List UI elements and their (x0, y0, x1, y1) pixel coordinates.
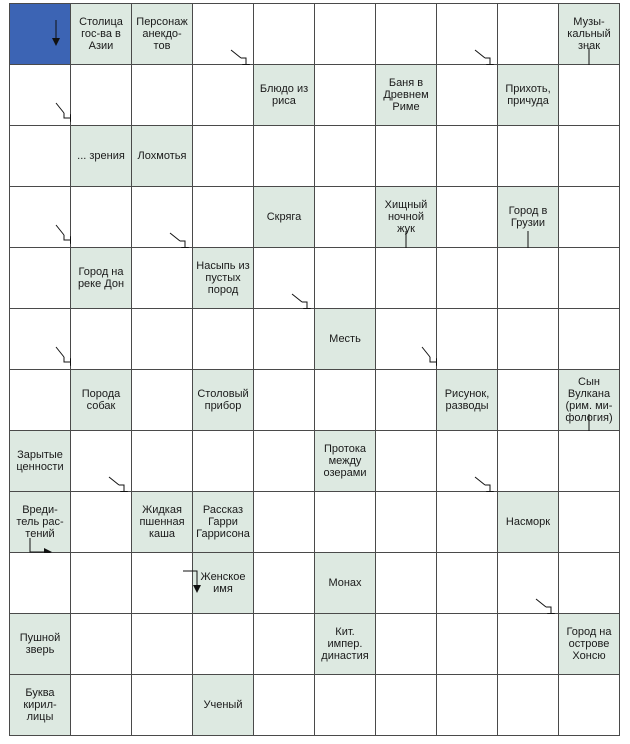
answer-cell[interactable] (71, 431, 132, 492)
clue-cell (437, 370, 498, 431)
clue-cell (376, 187, 437, 248)
clue-cell (254, 187, 315, 248)
answer-cell[interactable] (498, 248, 559, 309)
clue-cell (376, 65, 437, 126)
answer-cell[interactable] (132, 187, 193, 248)
answer-cell[interactable] (254, 614, 315, 675)
answer-cell[interactable] (10, 126, 71, 187)
answer-cell[interactable] (376, 675, 437, 736)
clue-cell (10, 492, 71, 553)
answer-cell[interactable] (559, 248, 620, 309)
clue-text: Насморк (505, 516, 551, 528)
answer-cell[interactable] (559, 553, 620, 614)
answer-cell[interactable] (437, 309, 498, 370)
answer-cell[interactable] (376, 614, 437, 675)
clue-text: Город в Грузии (508, 205, 548, 229)
answer-cell[interactable] (437, 248, 498, 309)
clue-text: Музы- кальный знак (567, 16, 611, 52)
answer-cell[interactable] (71, 614, 132, 675)
clue-cell (10, 431, 71, 492)
answer-cell[interactable] (254, 492, 315, 553)
answer-cell[interactable] (132, 431, 193, 492)
clue-cell (132, 4, 193, 65)
clue-text: Столица гос-ва в Азии (79, 16, 123, 52)
answer-cell[interactable] (10, 187, 71, 248)
answer-cell[interactable] (132, 675, 193, 736)
clue-cell (193, 492, 254, 553)
answer-cell[interactable] (132, 248, 193, 309)
clue-text: Порода собак (81, 388, 121, 412)
answer-cell[interactable] (559, 126, 620, 187)
clue-text: Прихоть, причуда (505, 83, 551, 107)
answer-cell[interactable] (376, 492, 437, 553)
clue-text: Жидкая пшенная каша (139, 504, 185, 540)
answer-cell[interactable] (498, 675, 559, 736)
answer-cell[interactable] (315, 126, 376, 187)
clue-cell (132, 492, 193, 553)
answer-cell[interactable] (559, 65, 620, 126)
clue-text: Рисунок, разводы (444, 388, 490, 412)
answer-cell[interactable] (437, 492, 498, 553)
answer-cell[interactable] (71, 187, 132, 248)
answer-cell[interactable] (437, 4, 498, 65)
answer-cell[interactable] (498, 4, 559, 65)
clue-text: Рассказ Гарри Гаррисона (196, 504, 250, 540)
answer-cell[interactable] (437, 675, 498, 736)
clue-text: Город на реке Дон (77, 266, 125, 290)
answer-cell[interactable] (437, 614, 498, 675)
clue-text: ... зрения (77, 150, 125, 162)
answer-cell[interactable] (376, 126, 437, 187)
answer-cell[interactable] (10, 248, 71, 309)
answer-cell[interactable] (71, 553, 132, 614)
clue-cell (193, 675, 254, 736)
answer-cell[interactable] (376, 370, 437, 431)
answer-cell[interactable] (71, 492, 132, 553)
answer-cell[interactable] (559, 187, 620, 248)
clue-cell (193, 370, 254, 431)
answer-cell[interactable] (132, 309, 193, 370)
answer-cell[interactable] (132, 370, 193, 431)
clue-text: Персонаж анекдо- тов (136, 16, 188, 52)
clue-text: Лохмотья (137, 150, 187, 162)
clue-text: Монах (328, 577, 362, 589)
clue-text: Блюдо из риса (259, 83, 309, 107)
clue-cell (254, 65, 315, 126)
answer-cell[interactable] (132, 553, 193, 614)
clue-text: Вреди- тель рас- тений (16, 504, 64, 540)
clue-cell (71, 248, 132, 309)
answer-cell[interactable] (315, 370, 376, 431)
clue-cell (315, 614, 376, 675)
answer-cell[interactable] (10, 553, 71, 614)
clue-text: Сын Вулкана (рим. ми- фология) (565, 376, 613, 424)
clue-cell (559, 614, 620, 675)
answer-cell[interactable] (193, 614, 254, 675)
answer-cell[interactable] (193, 187, 254, 248)
answer-cell[interactable] (559, 309, 620, 370)
clue-cell (498, 65, 559, 126)
answer-cell[interactable] (315, 492, 376, 553)
answer-cell[interactable] (437, 126, 498, 187)
clue-cell (498, 492, 559, 553)
answer-cell[interactable] (315, 675, 376, 736)
clue-cell (71, 126, 132, 187)
clue-text: Зарытые ценности (16, 449, 64, 473)
clue-text: Кит. импер. династия (321, 626, 369, 662)
clue-cell (315, 553, 376, 614)
answer-cell[interactable] (315, 248, 376, 309)
answer-cell[interactable] (193, 431, 254, 492)
direction-arrow-icon (41, 18, 71, 48)
clue-cell (559, 4, 620, 65)
clue-cell (193, 248, 254, 309)
answer-cell[interactable] (254, 370, 315, 431)
answer-cell[interactable] (193, 4, 254, 65)
clue-text: Женское имя (200, 571, 246, 595)
clue-text: Буква кирил- лицы (23, 687, 57, 723)
clue-text: Пушной зверь (19, 632, 61, 656)
answer-cell[interactable] (559, 431, 620, 492)
clue-cell (71, 370, 132, 431)
answer-cell[interactable] (376, 309, 437, 370)
clue-cell (559, 370, 620, 431)
answer-cell[interactable] (498, 126, 559, 187)
answer-cell[interactable] (10, 65, 71, 126)
answer-cell[interactable] (193, 126, 254, 187)
clue-text: Хищный ночной жук (384, 199, 428, 235)
answer-cell[interactable] (437, 431, 498, 492)
answer-cell[interactable] (10, 370, 71, 431)
clue-text: Ученый (203, 699, 243, 711)
answer-cell[interactable] (132, 614, 193, 675)
clue-text: Месть (329, 333, 361, 345)
clue-cell (193, 553, 254, 614)
clue-cell (315, 431, 376, 492)
clue-cell (315, 309, 376, 370)
answer-cell[interactable] (254, 309, 315, 370)
answer-cell[interactable] (498, 431, 559, 492)
crossword-grid (9, 3, 620, 736)
answer-cell[interactable] (254, 431, 315, 492)
clue-text: Столовый прибор (197, 388, 249, 412)
clue-cell (10, 675, 71, 736)
answer-cell[interactable] (498, 370, 559, 431)
answer-cell[interactable] (71, 309, 132, 370)
answer-cell[interactable] (254, 248, 315, 309)
answer-cell[interactable] (254, 675, 315, 736)
answer-cell[interactable] (315, 4, 376, 65)
clue-cell (71, 4, 132, 65)
answer-cell[interactable] (315, 187, 376, 248)
answer-cell[interactable] (376, 553, 437, 614)
answer-cell[interactable] (498, 309, 559, 370)
clue-cell (10, 614, 71, 675)
clue-text: Баня в Древнем Риме (383, 77, 429, 113)
answer-cell[interactable] (10, 309, 71, 370)
answer-cell[interactable] (315, 65, 376, 126)
answer-cell[interactable] (193, 65, 254, 126)
clue-cell (132, 126, 193, 187)
answer-cell[interactable] (254, 4, 315, 65)
answer-cell[interactable] (559, 675, 620, 736)
clue-text: Скряга (266, 211, 302, 223)
answer-cell[interactable] (437, 65, 498, 126)
answer-cell[interactable] (376, 4, 437, 65)
answer-cell[interactable] (254, 126, 315, 187)
answer-cell[interactable] (254, 553, 315, 614)
answer-cell[interactable] (71, 675, 132, 736)
corner-cell (10, 4, 71, 65)
answer-cell[interactable] (376, 248, 437, 309)
answer-cell[interactable] (498, 553, 559, 614)
clue-cell (498, 187, 559, 248)
answer-cell[interactable] (437, 187, 498, 248)
answer-cell[interactable] (71, 65, 132, 126)
answer-cell[interactable] (437, 553, 498, 614)
clue-text: Город на острове Хонсю (566, 626, 612, 662)
answer-cell[interactable] (132, 65, 193, 126)
answer-cell[interactable] (193, 309, 254, 370)
answer-cell[interactable] (498, 614, 559, 675)
clue-text: Протока между озерами (323, 443, 367, 479)
answer-cell[interactable] (376, 431, 437, 492)
answer-cell[interactable] (559, 492, 620, 553)
clue-text: Насыпь из пустых пород (196, 260, 250, 296)
